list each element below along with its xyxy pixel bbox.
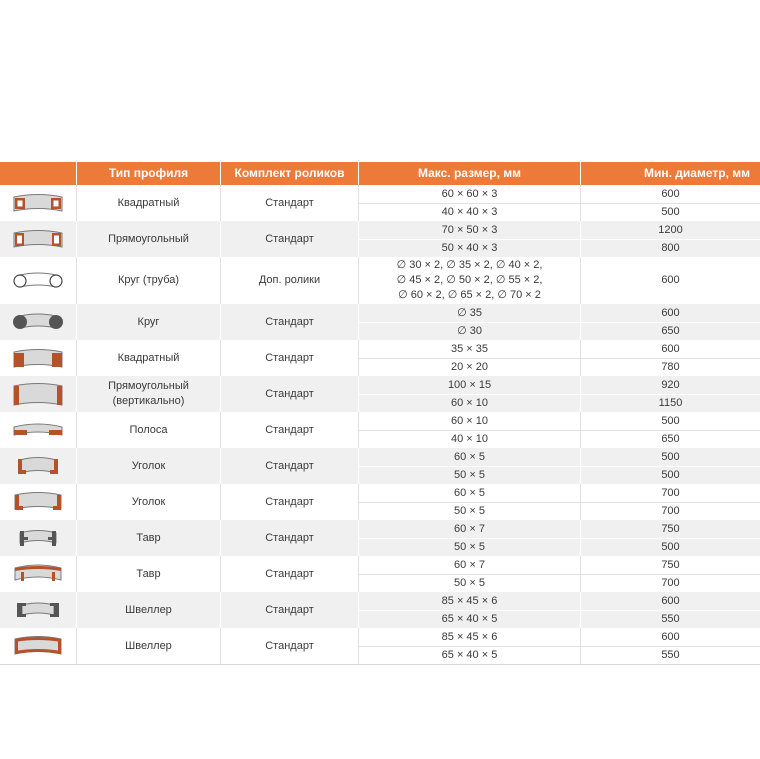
tee-in-icon bbox=[0, 556, 76, 592]
min-diameter-cell: 550 bbox=[661, 648, 680, 661]
max-size-cell: ∅ 35 bbox=[457, 306, 482, 319]
size-diameter-pair bbox=[359, 502, 760, 520]
header-icon-col bbox=[0, 162, 76, 185]
max-size-cell: 50 × 5 bbox=[454, 504, 485, 517]
max-size-cell: 60 × 10 bbox=[450, 414, 488, 427]
table-row bbox=[0, 628, 760, 664]
header-profile-type: Тип профиля bbox=[108, 166, 189, 180]
header-min-diameter: Мин. диаметр, мм bbox=[644, 166, 750, 180]
profile-type-cell: Тавр bbox=[136, 531, 161, 544]
square-bar-icon bbox=[0, 340, 76, 376]
min-diameter-cell: 600 bbox=[661, 594, 680, 607]
table-row bbox=[0, 592, 760, 628]
min-diameter-cell: 700 bbox=[661, 576, 680, 589]
min-diameter-cell: 500 bbox=[661, 414, 680, 427]
max-size-cell: 35 × 35 bbox=[450, 342, 488, 355]
size-diameter-pair bbox=[359, 520, 760, 538]
roller-kit-cell: Стандарт bbox=[265, 459, 314, 472]
size-diameter-pair bbox=[359, 304, 760, 322]
table-header bbox=[0, 162, 760, 185]
roller-kit-cell: Стандарт bbox=[265, 567, 314, 580]
min-diameter-cell: 750 bbox=[661, 522, 680, 535]
size-diameter-pair bbox=[359, 376, 760, 394]
angle-out-icon bbox=[0, 448, 76, 484]
max-size-cell: ∅ 30 bbox=[457, 324, 482, 337]
size-diameter-pair bbox=[359, 322, 760, 340]
min-diameter-cell: 600 bbox=[661, 306, 680, 319]
max-size-cell: 70 × 50 × 3 bbox=[441, 223, 498, 236]
max-size-cell: 60 × 10 bbox=[450, 396, 488, 409]
max-size-cell: 50 × 40 × 3 bbox=[441, 241, 498, 254]
min-diameter-cell: 1200 bbox=[658, 223, 683, 236]
min-diameter-cell: 650 bbox=[661, 324, 680, 337]
header-roller-kit: Комплект роликов bbox=[234, 166, 345, 180]
max-size-cell: 85 × 45 × 6 bbox=[441, 630, 498, 643]
roller-kit-cell: Стандарт bbox=[265, 603, 314, 616]
angle-in-icon bbox=[0, 484, 76, 520]
min-diameter-cell: 600 bbox=[661, 274, 680, 286]
size-diameter-pair bbox=[359, 466, 760, 484]
profile-type-cell: Швеллер bbox=[125, 639, 172, 652]
min-diameter-cell: 550 bbox=[661, 612, 680, 625]
roller-kit-cell: Стандарт bbox=[265, 232, 314, 245]
size-diameter-pair bbox=[359, 394, 760, 412]
min-diameter-cell: 700 bbox=[661, 486, 680, 499]
table-row bbox=[0, 221, 760, 257]
table-row bbox=[0, 304, 760, 340]
roller-kit-cell: Стандарт bbox=[265, 387, 314, 400]
size-diameter-pair bbox=[359, 628, 760, 646]
size-diameter-pair bbox=[359, 556, 760, 574]
max-size-cell: 50 × 5 bbox=[454, 540, 485, 553]
profile-type-cell: Круг bbox=[137, 315, 160, 328]
size-diameter-pair bbox=[359, 592, 760, 610]
table-row bbox=[0, 448, 760, 484]
rect-tube-icon bbox=[0, 221, 76, 257]
max-size-cell: 65 × 40 × 5 bbox=[441, 612, 498, 625]
roller-kit-cell: Стандарт bbox=[265, 639, 314, 652]
max-size-cell: 60 × 7 bbox=[454, 558, 485, 571]
size-diameter-pair bbox=[359, 646, 760, 664]
min-diameter-cell: 780 bbox=[661, 360, 680, 373]
size-diameter-pair bbox=[359, 221, 760, 239]
size-diameter-pair bbox=[359, 610, 760, 628]
max-size-cell: 20 × 20 bbox=[450, 360, 488, 373]
max-size-cell: 85 × 45 × 6 bbox=[441, 594, 498, 607]
channel-out-icon bbox=[0, 592, 76, 628]
min-diameter-cell: 500 bbox=[661, 450, 680, 463]
profile-type-cell: Прямоугольный bbox=[108, 232, 189, 245]
size-diameter-pair bbox=[359, 574, 760, 592]
roller-kit-cell: Доп. ролики bbox=[258, 274, 321, 286]
max-size-cell: 40 × 10 bbox=[450, 432, 488, 445]
table-row bbox=[0, 520, 760, 556]
min-diameter-cell: 700 bbox=[661, 504, 680, 517]
roller-kit-cell: Стандарт bbox=[265, 351, 314, 364]
roller-kit-cell: Стандарт bbox=[265, 315, 314, 328]
round-tube-icon bbox=[0, 257, 76, 304]
max-size-cell: 100 × 15 bbox=[447, 378, 492, 391]
round-bar-icon bbox=[0, 304, 76, 340]
table-row bbox=[0, 412, 760, 448]
min-diameter-cell: 500 bbox=[661, 205, 680, 218]
min-diameter-cell: 800 bbox=[661, 241, 680, 254]
table-row bbox=[0, 376, 760, 412]
max-size-cell: 50 × 5 bbox=[454, 576, 485, 589]
size-diameter-pair bbox=[359, 412, 760, 430]
max-size-cell: ∅ 30 × 2, ∅ 35 × 2, ∅ 40 × 2, ∅ 45 × 2, ∅ 50 × 2, ∅ 55 × 2, ∅ 60 × 2, ∅ 65 × 2, ∅ 70 × 2 bbox=[396, 259, 543, 301]
min-diameter-cell: 600 bbox=[661, 187, 680, 200]
table-row bbox=[0, 185, 760, 221]
max-size-cell: 60 × 7 bbox=[454, 522, 485, 535]
header-max-size: Макс. размер, мм bbox=[417, 166, 522, 180]
max-size-cell: 50 × 5 bbox=[454, 468, 485, 481]
profile-type-cell: Полоса bbox=[129, 423, 168, 436]
tee-out-icon bbox=[0, 520, 76, 556]
min-diameter-cell: 600 bbox=[661, 630, 680, 643]
size-diameter-pair bbox=[359, 239, 760, 257]
min-diameter-cell: 500 bbox=[661, 468, 680, 481]
size-diameter-pair bbox=[359, 340, 760, 358]
flat-vertical-icon bbox=[0, 376, 76, 412]
size-diameter-pair bbox=[359, 257, 760, 304]
min-diameter-cell: 500 bbox=[661, 540, 680, 553]
max-size-cell: 60 × 60 × 3 bbox=[441, 187, 498, 200]
max-size-cell: 40 × 40 × 3 bbox=[441, 205, 498, 218]
min-diameter-cell: 920 bbox=[661, 378, 680, 391]
max-size-cell: 65 × 40 × 5 bbox=[441, 648, 498, 661]
table-row bbox=[0, 257, 760, 304]
profile-type-cell: Уголок bbox=[131, 459, 166, 472]
profile-type-cell: Тавр bbox=[136, 567, 161, 580]
size-diameter-pair bbox=[359, 448, 760, 466]
profile-type-cell: Квадратный bbox=[117, 351, 180, 364]
table-row bbox=[0, 340, 760, 376]
min-diameter-cell: 600 bbox=[661, 342, 680, 355]
min-diameter-cell: 750 bbox=[661, 558, 680, 571]
profile-type-cell: Уголок bbox=[131, 495, 166, 508]
channel-in-icon bbox=[0, 628, 76, 664]
roller-kit-cell: Стандарт bbox=[265, 495, 314, 508]
flat-bar-icon bbox=[0, 412, 76, 448]
size-diameter-pair bbox=[359, 538, 760, 556]
size-diameter-pair bbox=[359, 185, 760, 203]
roller-kit-cell: Стандарт bbox=[265, 531, 314, 544]
square-tube-icon bbox=[0, 185, 76, 221]
profile-type-cell: Квадратный bbox=[117, 196, 180, 209]
max-size-cell: 60 × 5 bbox=[454, 486, 485, 499]
table-row bbox=[0, 556, 760, 592]
size-diameter-pair bbox=[359, 430, 760, 448]
roller-kit-cell: Стандарт bbox=[265, 423, 314, 436]
min-diameter-cell: 650 bbox=[661, 432, 680, 445]
size-diameter-pair bbox=[359, 203, 760, 221]
profile-type-cell: Прямоугольный (вертикально) bbox=[108, 380, 189, 407]
size-diameter-pair bbox=[359, 358, 760, 376]
profile-type-cell: Швеллер bbox=[125, 603, 172, 616]
min-diameter-cell: 1150 bbox=[658, 396, 683, 409]
max-size-cell: 60 × 5 bbox=[454, 450, 485, 463]
size-diameter-pair bbox=[359, 484, 760, 502]
table-row bbox=[0, 484, 760, 520]
profile-type-cell: Круг (труба) bbox=[117, 274, 180, 286]
roller-kit-cell: Стандарт bbox=[265, 196, 314, 209]
